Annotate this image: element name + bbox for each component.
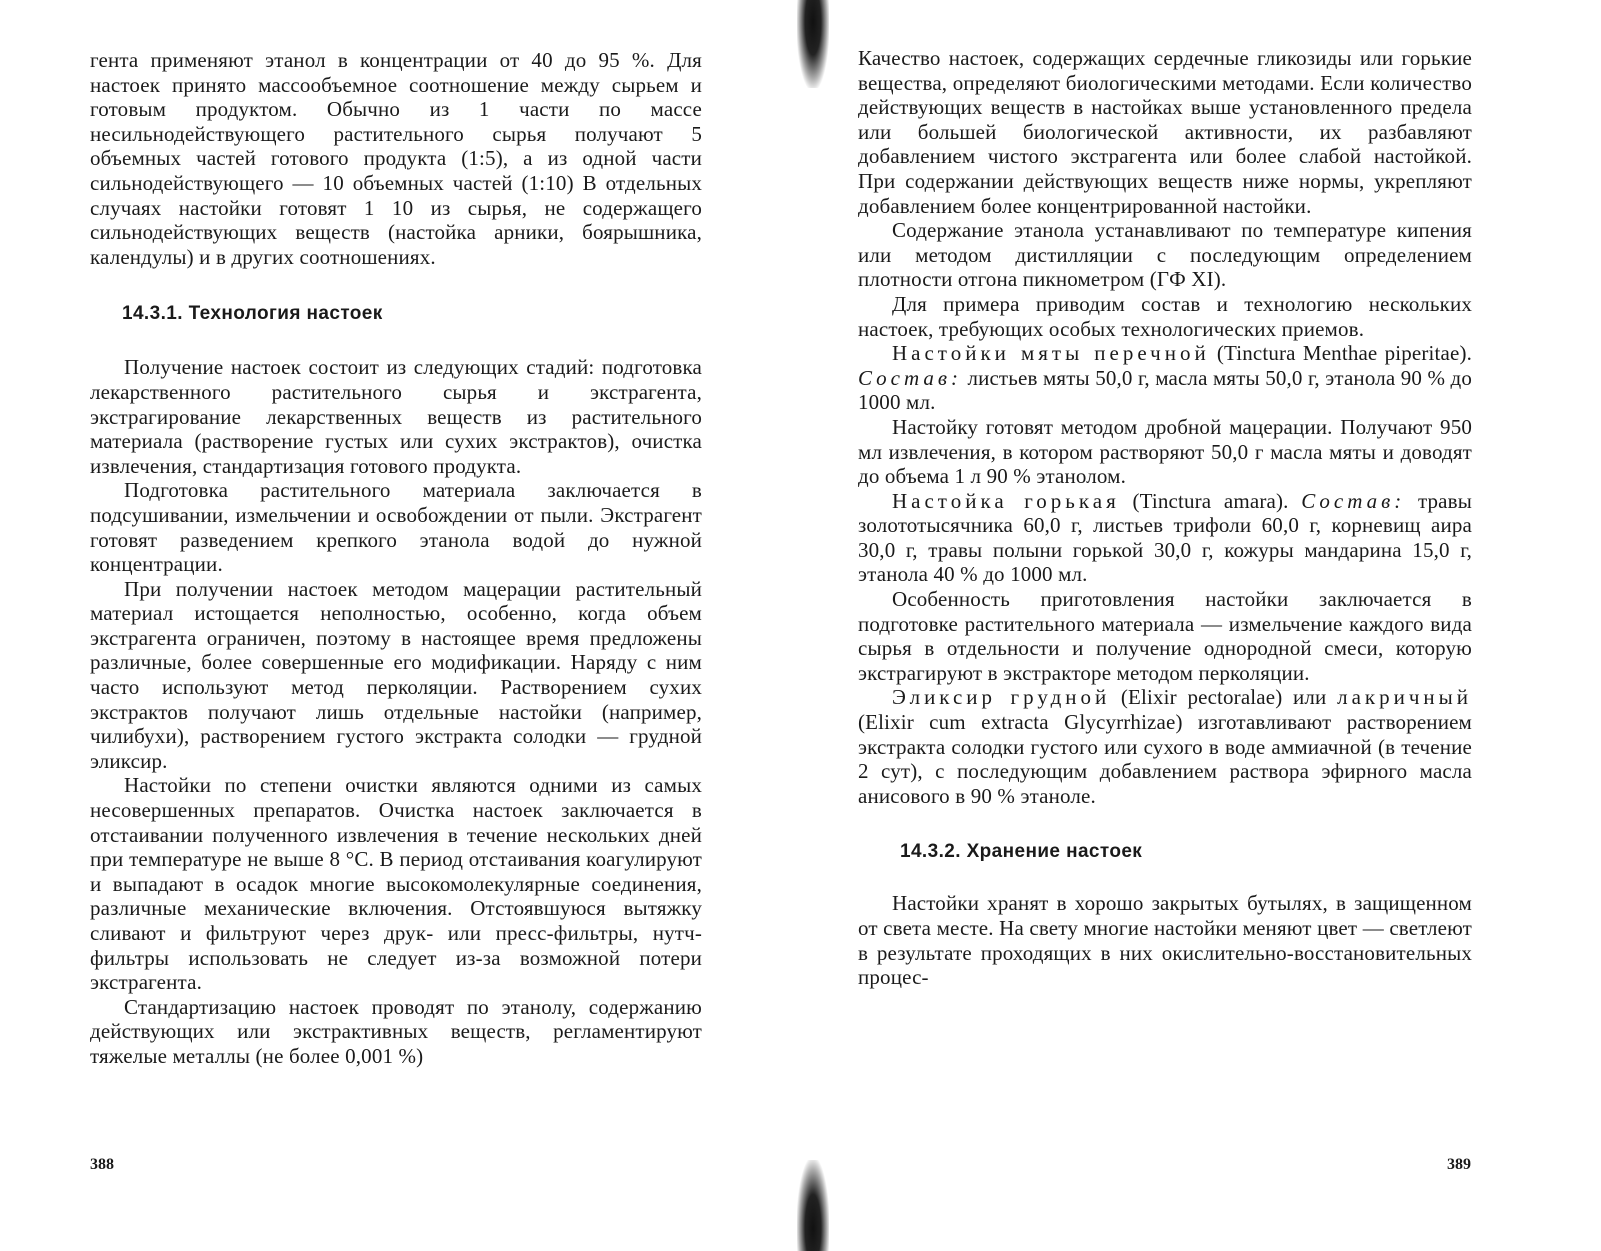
recipe-latin: (Tinctura Menthae piperitae). (1209, 341, 1472, 366)
paragraph: Содержание этанола устанавливают по температуре кипения или методом дистилляции с последующим определением плотности отгона пикнометром (ГФ XI). (858, 218, 1472, 292)
paragraph: Качество настоек, содержащих сердечные гликозиды или горькие вещества, определяют биологическими методами. Если количество действующих веществ в настойках выше установленного предела или большей биологической активности, их разбавляют добавлением чистого экстрагента или более слабой настойкой. При содержании действующих веществ ниже нормы, укрепляют добавлением более концентрированной настойки. (858, 46, 1472, 218)
recipe-bitter (858, 489, 1472, 587)
recipe-name: Настойки мяты перечной (892, 341, 1210, 366)
composition-label: Состав: (1301, 488, 1406, 513)
recipe-latin: (Tinctura amara). (1119, 488, 1302, 513)
right-page (800, 0, 1601, 1251)
paragraph: Настойку готовят методом дробной мацерации. Получают 950 мл извлечения, в котором растворяют 50,0 г масла мяты и доводят до объема 1 л 90 % этанолом. (858, 414, 1472, 489)
recipe-name: Настойка горькая (892, 488, 1120, 513)
paragraph: гента применяют этанол в концентрации от 40 до 95 %. Для настоек принято массообъемное соотношение между сырьем и готовым продуктом. Обычно из 1 части по массе несильнодействующего растительного сырья получают 5 объемных частей готового продукта (1:5), а из одной части сильнодействующего — 10 объемных частей (1:10) В отдельных случаях настойки готовят 1 10 из сырья, не содержащего сильнодействующих веществ (настойка арники, боярышника, календулы) и в других соотношениях. (90, 48, 702, 269)
section-heading-storage: 14.3.2. Хранение настоек (900, 841, 1143, 863)
paragraph: Особенность приготовления настойки заключается в подготовке растительного материала — измельчение каждого вида сырья в отдельности и получение однородной смеси, которую экстрагируют в экстракторе методом перколяции. (858, 587, 1472, 685)
recipe-mint (858, 341, 1472, 415)
page-number-left: 388 (90, 1156, 114, 1173)
right-text-column (858, 46, 1472, 990)
page-number-right: 389 (1447, 1156, 1471, 1173)
section-heading-technology: 14.3.1. Технология настоек (122, 303, 383, 325)
paragraph: Получение настоек состоит из следующих стадий: подготовка лекарственного растительного сырья и экстрагента, экстрагирование лекарственных веществ из растительного материала (растворение густых или сухих экстрактов), очистка извлечения, стандартизация готового продукта. (90, 355, 702, 478)
left-page (0, 0, 790, 1251)
recipe-name: Эликсир грудной (892, 685, 1111, 710)
recipe-composition: листьев мяты 50,0 г, масла мяты 50,0 г, этанола 90 % до 1000 мл. (858, 365, 1472, 415)
left-text-column (90, 48, 702, 1069)
paragraph: Настойки по степени очистки являются одними из самых несовершенных препаратов. Очистка настоек заключается в отстаивании полученного извлечения в течение нескольких дней при температуре не выше 8 °С. В период отстаивания коагулируют и выпадают в осадок многие высокомолекулярные соединения, различные механические включения. Отстоявшуюся вытяжку сливают и фильтруют через друк- или пресс-фильтры, нутч-фильтры использовать не следует из-за возможной потери экстрагента. (90, 773, 702, 995)
paragraph: Для примера приводим состав и технологию нескольких настоек, требующих особых технологических приемов. (858, 291, 1472, 341)
recipe-elixir (858, 685, 1472, 808)
recipe-description: (Elixir cum extracta Glycyrrhizae) изготавливают растворением экстракта солодки густого или сухого в воде аммиачной (в течение 2 сут), с последующим добавлением раствора эфирного масла анисового в 90 % этаноле. (858, 710, 1472, 808)
composition-label: Состав: (858, 365, 963, 390)
recipe-latin: (Elixir pectoralae) или (1110, 685, 1338, 710)
paragraph: Стандартизацию настоек проводят по этанолу, содержанию действующих или экстрактивных веществ, регламентируют тяжелые металлы (не более 0,001 %) (90, 994, 702, 1068)
paragraph: Настойки хранят в хорошо закрытых бутылях, в защищенном от света месте. На свету многие настойки меняют цвет — светлеют в результате проходящих в них окислительно-восстановительных процес- (858, 891, 1472, 990)
recipe-name-alt: лакричный (1337, 685, 1472, 710)
paragraph: Подготовка растительного материала заключается в подсушивании, измельчении и освобождении от пыли. Экстрагент готовят разведением крепкого этанола водой до нужной концентрации. (90, 478, 702, 577)
paragraph: При получении настоек методом мацерации растительный материал истощается неполностью, особенно, когда объем экстрагента ограничен, поэтому в настоящее время предложены различные, более совершенные его модификации. Наряду с ним часто используют метод перколяции. Растворением сухих экстрактов получают лишь отдельные настойки (например, чилибухи), растворением густого экстракта солодки — грудной эликсир. (90, 576, 702, 773)
recipe-composition: травы золототысячника 60,0 г, листьев трифоли 60,0 г, корневищ аира 30,0 г, травы полыни горькой 30,0 г, кожуры мандарина 15,0 г, этанола 40 % до 1000 мл. (858, 488, 1472, 587)
